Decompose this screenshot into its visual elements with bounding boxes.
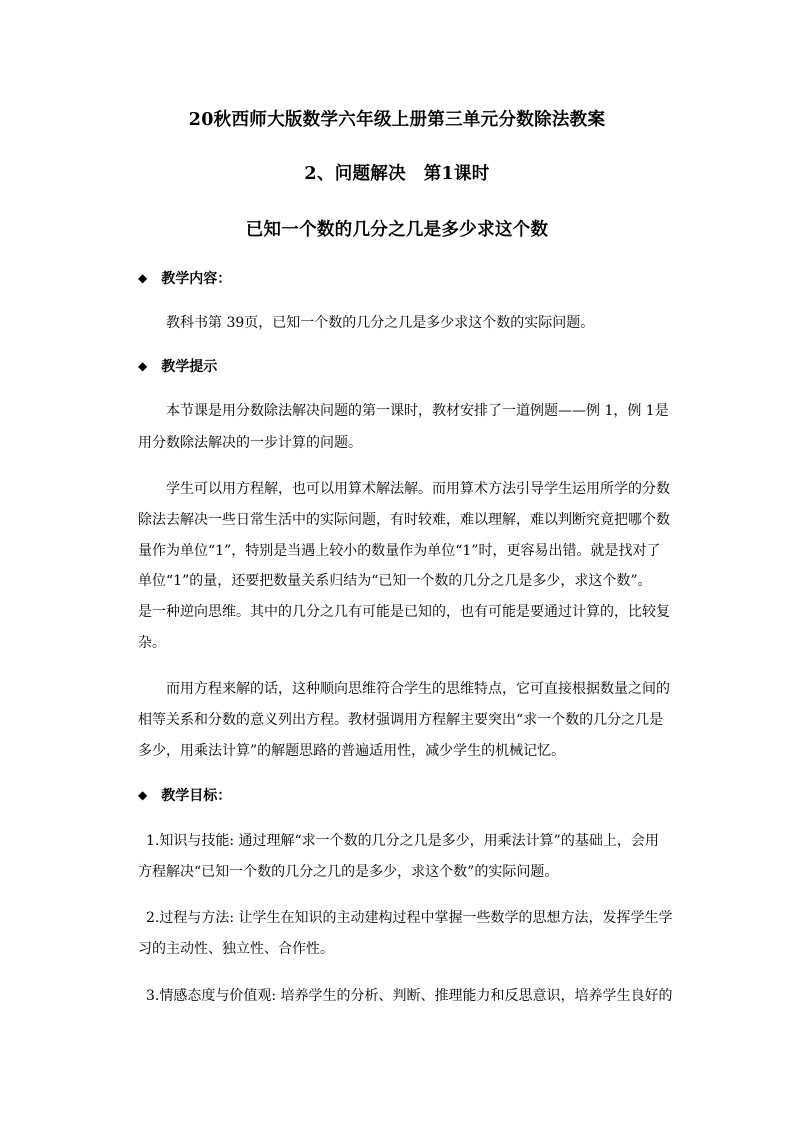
diamond-bullet-icon: ◆	[138, 271, 148, 285]
content-text: 教科书第 39页，已知一个数的几分之几是多少求这个数的实际问题。	[166, 315, 595, 331]
text-line: 量作为单位“1”，特别是当遇上较小的数量作为单位“1”时，更容易出错。就是找对了	[138, 543, 661, 559]
text-line: 1.知识与技能: 通过理解“求一个数的几分之几是多少，用乘法计算”的基础上，会用	[146, 833, 659, 849]
document-title: 20秋西师大版数学六年级上册第三单元分数除法教案	[188, 110, 606, 130]
text-line: 本节课是用分数除法解决问题的第一课时，教材安排了一道例题——例 1，例 1是	[166, 403, 669, 419]
text-line: 而用方程来解的话，这种顺向思维符合学生的思维特点，它可直接根据数量之间的	[166, 681, 670, 697]
heading-label: 教学提示	[161, 359, 218, 375]
text-line: 除法去解决一些日常生活中的实际问题，有时较难，难以理解，难以判断究竟把哪个数	[138, 512, 670, 528]
section-heading-hint	[138, 356, 217, 376]
section-heading-content	[138, 268, 231, 288]
topic-title: 已知一个数的几分之几是多少求这个数	[245, 220, 549, 240]
text-line: 用分数除法解决的一步计算的问题。	[138, 435, 362, 451]
text-line: 单位“1”的量，还要把数量关系归结为“已知一个数的几分之几是多少，求这个数”。	[138, 573, 652, 589]
text-line: 习的主动性、独立性、合作性。	[138, 941, 334, 957]
diamond-bullet-icon: ◆	[138, 788, 148, 802]
heading-label: 教学目标：	[161, 788, 232, 804]
diamond-bullet-icon: ◆	[138, 359, 148, 373]
text-line: 学生可以用方程解，也可以用算术解法解。而用算术方法引导学生运用所学的分数	[166, 481, 670, 497]
text-line: 3.情感态度与价值观: 培养学生的分析、判断、推理能力和反思意识，培养学生良好的	[146, 988, 673, 1004]
text-line: 杂。	[138, 635, 166, 651]
section-heading-goals	[138, 785, 231, 805]
text-line: 2.过程与方法: 让学生在知识的主动建构过程中掌握一些数学的思想方法，发挥学生学	[146, 910, 673, 926]
heading-label: 教学内容：	[161, 271, 232, 287]
text-line: 相等关系和分数的意义列出方程。教材强调用方程解主要突出“求一个数的几分之几是	[138, 712, 664, 728]
text-line: 是一种逆向思维。其中的几分之几有可能是已知的，也有可能是要通过计算的，比较复	[138, 604, 670, 620]
lesson-title: 2、问题解决 第1课时	[304, 164, 490, 184]
text-line: 方程解决“已知一个数的几分之几的是多少，求这个数”的实际问题。	[138, 864, 559, 880]
text-line: 多少，用乘法计算”的解题思路的普遍适用性，减少学生的机械记忆。	[138, 743, 566, 759]
